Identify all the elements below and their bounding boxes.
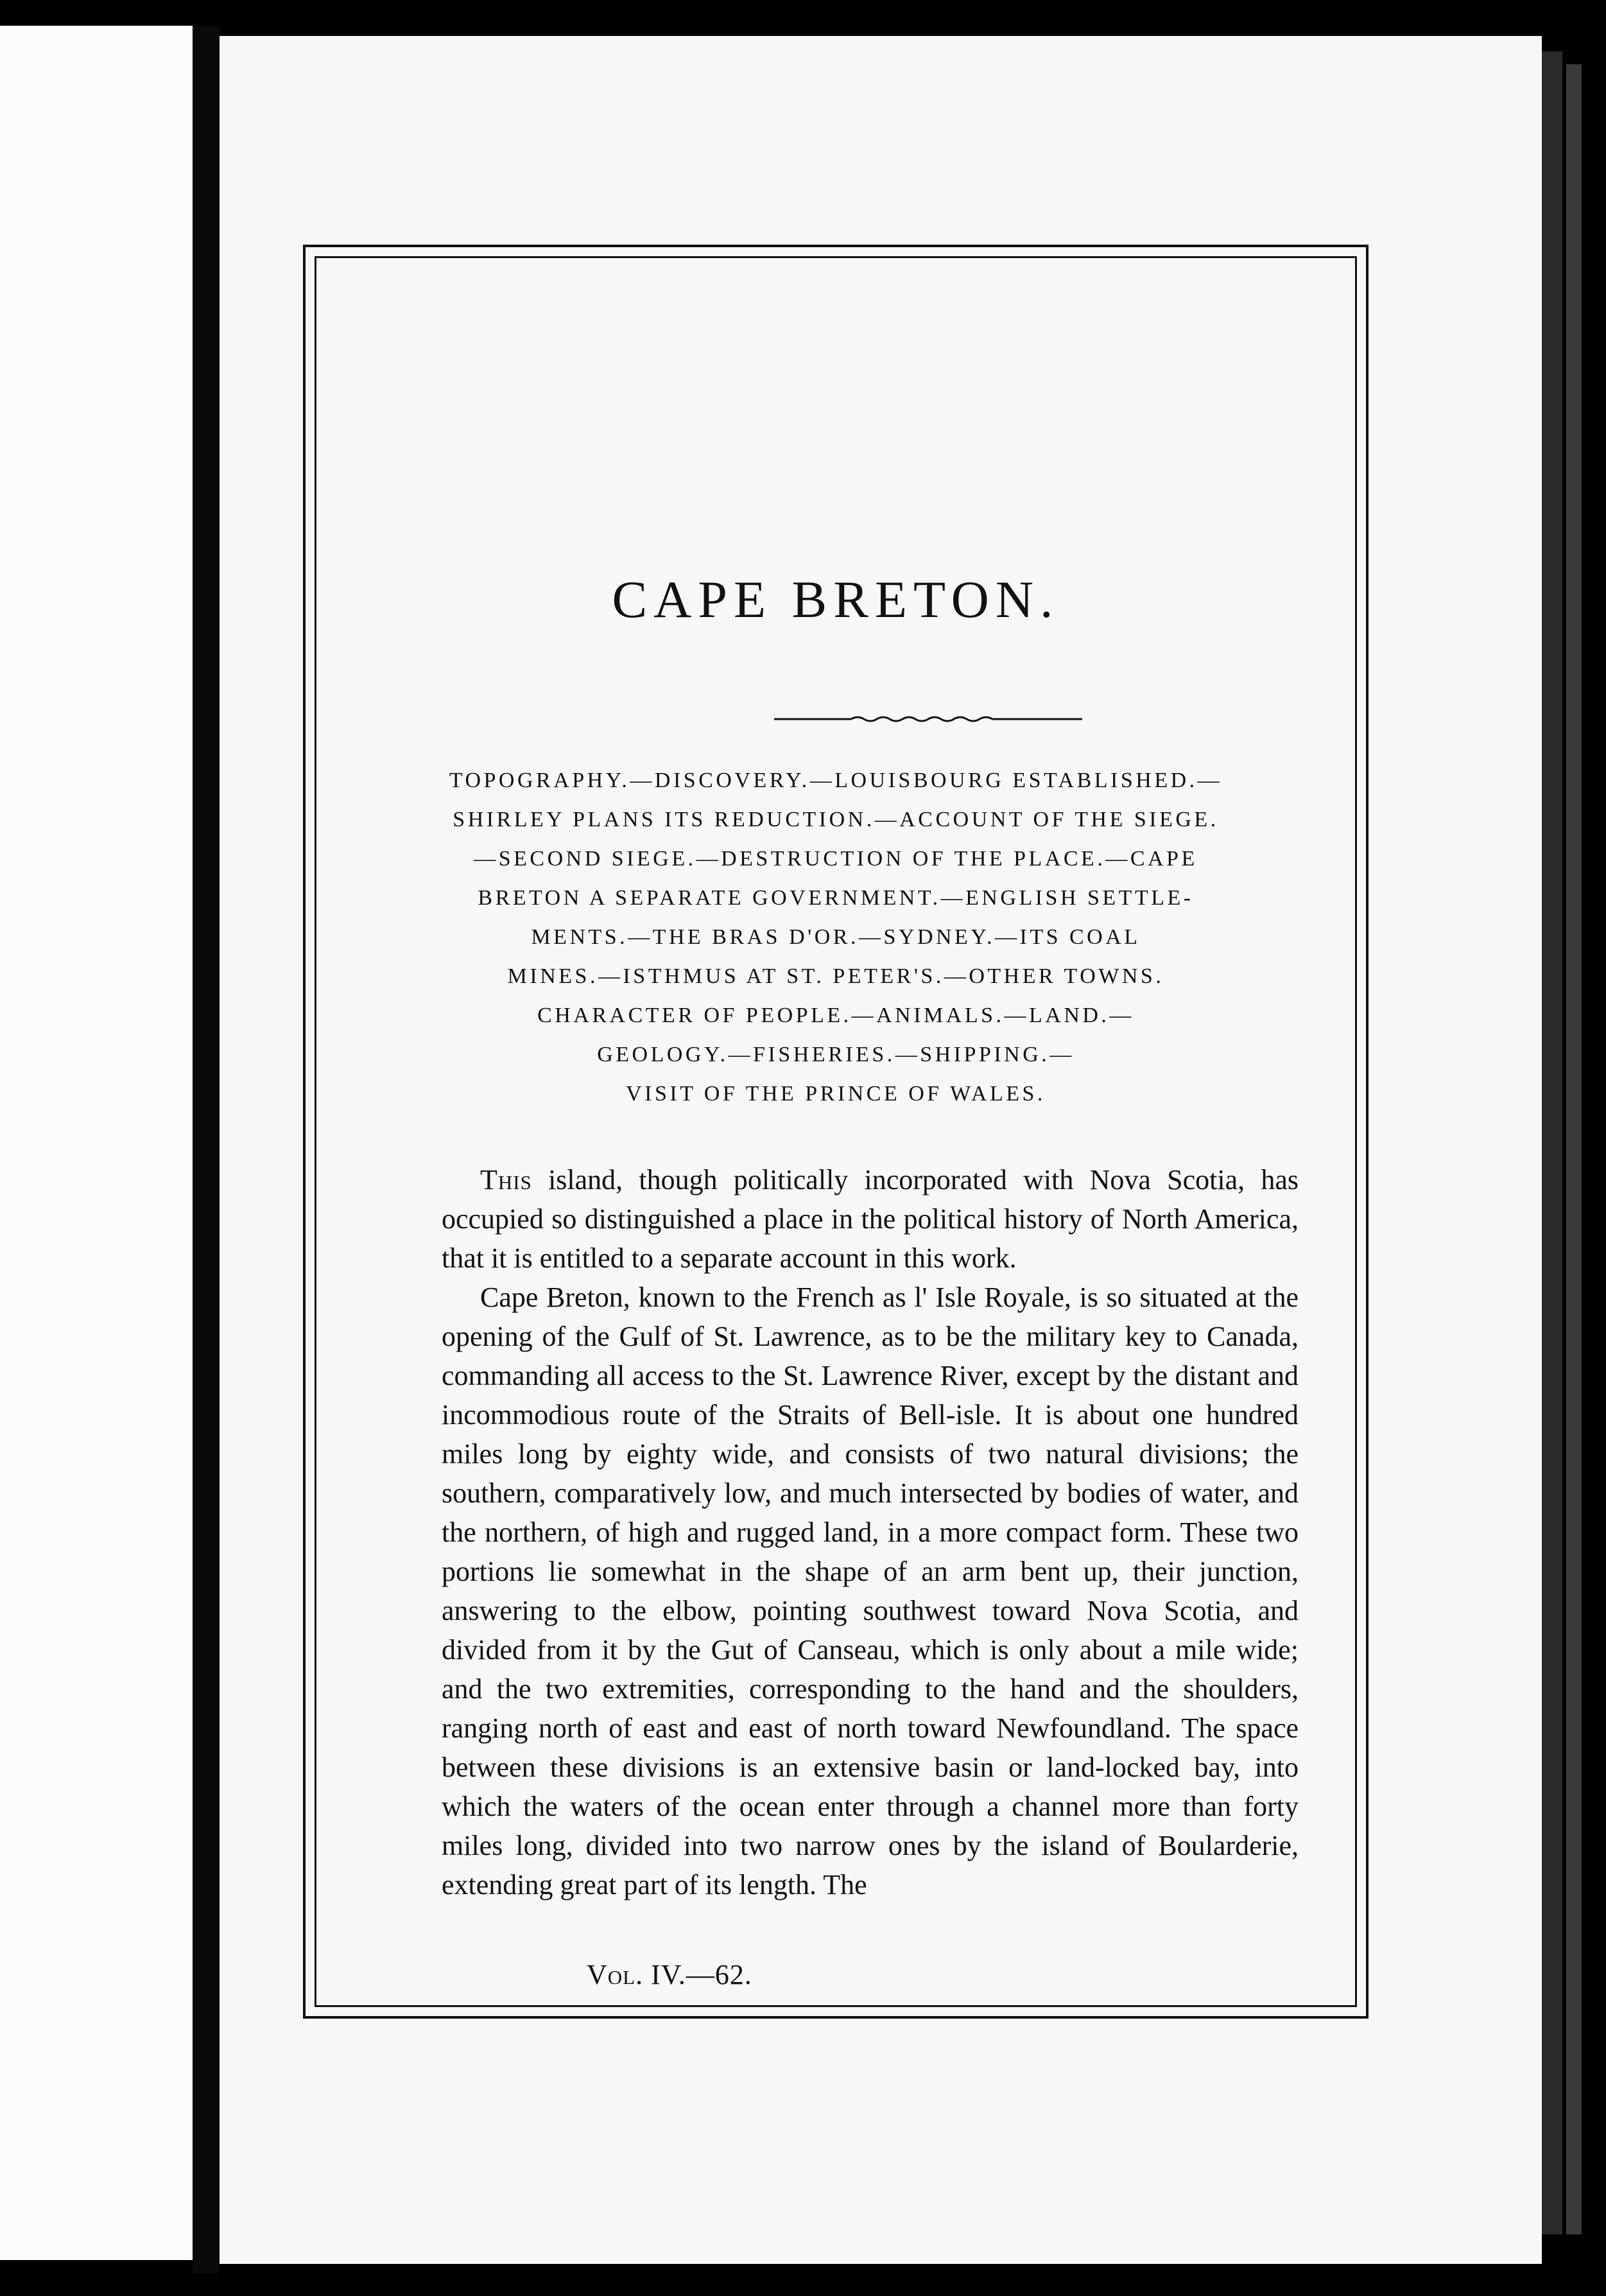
summary-line: TOPOGRAPHY.—DISCOVERY.—LOUISBOURG ESTABLISHED.— bbox=[449, 769, 1223, 792]
paragraph bbox=[442, 1160, 1299, 1278]
paragraph: Cape Breton, known to the French as l' Isle Royale, is so situated at the opening of the Gulf of St. Lawrence, as to be the military key to Canada, commanding all access to the St. Lawrence River, except by the distant and incommodious route of the Straits of Bell-isle. It is about one hundred miles long by eighty wide, and consists of two natural divisions; the southern, comparatively low, and much intersected by bodies of water, and the northern, of high and rugged land, in a more compact form. These two portions lie somewhat in the shape of an arm bent up, their junction, answering to the elbow, pointing southwest toward Nova Scotia, and divided from it by the Gut of Canseau, which is only about a mile wide; and the two extremities, corresponding to the hand and the shoulders, ranging north of east and east of north toward Newfoundland. The space between these divisions is an extensive basin or land-locked bay, into which the waters of the ocean enter through a channel more than forty miles long, divided into two narrow ones by the island of Boularderie, extending great part of its length. The bbox=[442, 1282, 1299, 1900]
summary-line: GEOLOGY.—FISHERIES.—SHIPPING.— bbox=[597, 1043, 1075, 1066]
paragraph-text: island, though politically incorporated with Nova Scotia, has occupied so distinguished a place in the political history of North America, that it is entitled to a separate account in this work. bbox=[442, 1164, 1299, 1274]
chapter-summary bbox=[306, 761, 1366, 1113]
scanned-page bbox=[220, 36, 1542, 2264]
summary-line: —SECOND SIEGE.—DESTRUCTION OF THE PLACE.—CAPE bbox=[474, 847, 1198, 871]
book-edge bbox=[1542, 51, 1562, 2234]
page-frame bbox=[303, 245, 1369, 2019]
chapter-title: CAPE BRETON. bbox=[612, 570, 1060, 629]
book-edge-outer bbox=[1566, 64, 1582, 2234]
summary-line: MENTS.—THE BRAS D'OR.—SYDNEY.—ITS COAL bbox=[531, 925, 1141, 949]
summary-line: CHARACTER OF PEOPLE.—ANIMALS.—LAND.— bbox=[537, 1004, 1134, 1027]
summary-line: BRETON A SEPARATE GOVERNMENT.—ENGLISH SETTLE- bbox=[478, 886, 1194, 910]
ornamental-rule bbox=[774, 713, 1082, 724]
body-text bbox=[442, 1160, 1299, 1904]
summary-line: VISIT OF THE PRINCE OF WALES. bbox=[626, 1082, 1046, 1106]
facing-page-edge bbox=[0, 26, 193, 2260]
summary-line: SHIRLEY PLANS ITS REDUCTION.—ACCOUNT OF THE SIEGE. bbox=[453, 808, 1219, 831]
book-gutter bbox=[193, 26, 220, 2273]
summary-line: MINES.—ISTHMUS AT ST. PETER'S.—OTHER TOWNS. bbox=[507, 964, 1164, 988]
signature-mark: Vol. IV.—62. bbox=[587, 1959, 752, 1990]
paragraph-lead-word: This bbox=[480, 1164, 532, 1196]
